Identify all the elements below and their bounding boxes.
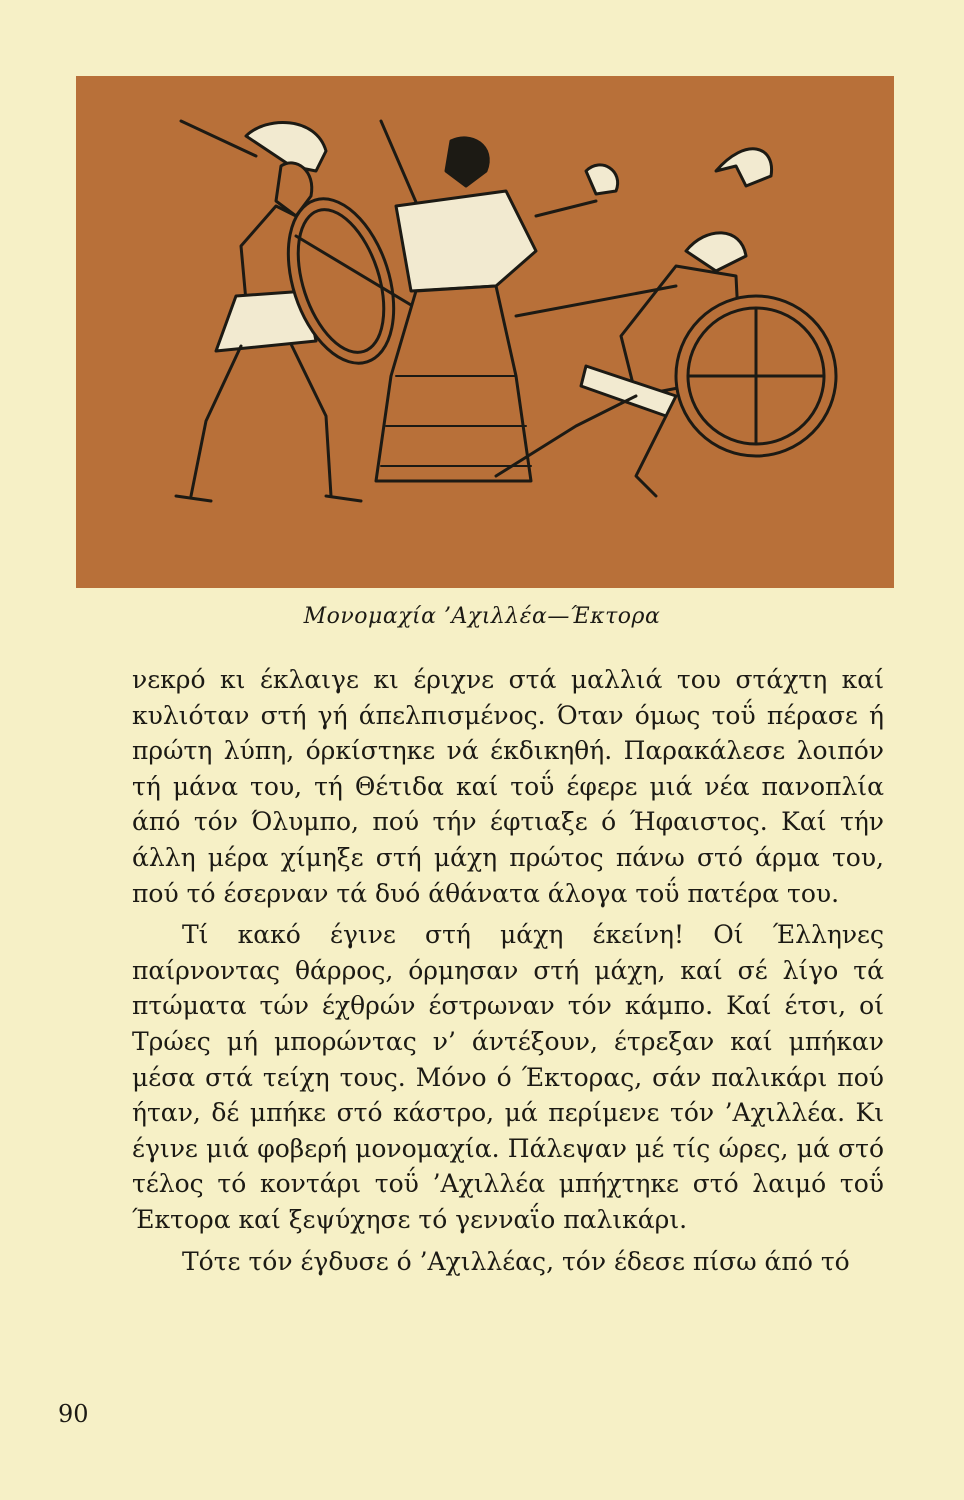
paragraph: Τί κακό έγινε στή μάχη έκείνη! Οί Έλληνες παίρνοντας θάρρος, όρμησαν στή μάχη, καί σέ λίγο τά πτώματα τών έχθρών έστρωναν τόν κάμπο. Καί έτσι, οί Τρώες μή μπορώντας ν’ άντέξουν, έτρεξαν καί μπήκαν μέσα στά τείχη τους. Μόνο ό Έκτορας, σάν παλικάρι πού ήταν, δέ μπήκε στό κάστρο, μά περίμενε τόν ’Αχιλλέα. Κι έγινε μιά φοβερή μονομαχία. Πάλεψαν μέ τίς ώρες, μά στό τέλος τό κοντάρι τοΰ ’Αχιλλέα μπήχτηκε στό λαιμό τοΰ Έκτορα καί ξεψύχησε τό γενναΐο παλικάρι. [132,920,884,1234]
vase-painting-icon [76,76,894,588]
illustration [76,76,894,588]
body-text [132,662,884,1279]
paragraph: νεκρό κι έκλαιγε κι έριχνε στά μαλλιά του στάχτη καί κυλιόταν στή γή άπελπισμένος. Όταν όμως τοΰ πέρασε ή πρώτη λύπη, όρκίστηκε νά έκδικηθή. Παρακάλεσε λοιπόν τή μάνα του, τή Θέτιδα καί τοΰ έφερε μιά νέα πανοπλία άπό τόν Όλυμπο, πού τήν έφτιαξε ό Ήφαιστος. Καί τήν άλλη μέρα χίμηξε στή μάχη πρώτος πάνω στό άρμα του, πού τό έσερναν τά δυό άθάνατα άλογα τοΰ πατέρα του. [132,665,884,908]
figure-caption: Μονομαχία ’Αχιλλέα—Έκτορα [303,604,661,629]
paragraph: Τότε τόν έγδυσε ό ’Αχιλλέας, τόν έδεσε πίσω άπό τό [182,1246,850,1276]
page-number: 90 [58,1400,89,1428]
